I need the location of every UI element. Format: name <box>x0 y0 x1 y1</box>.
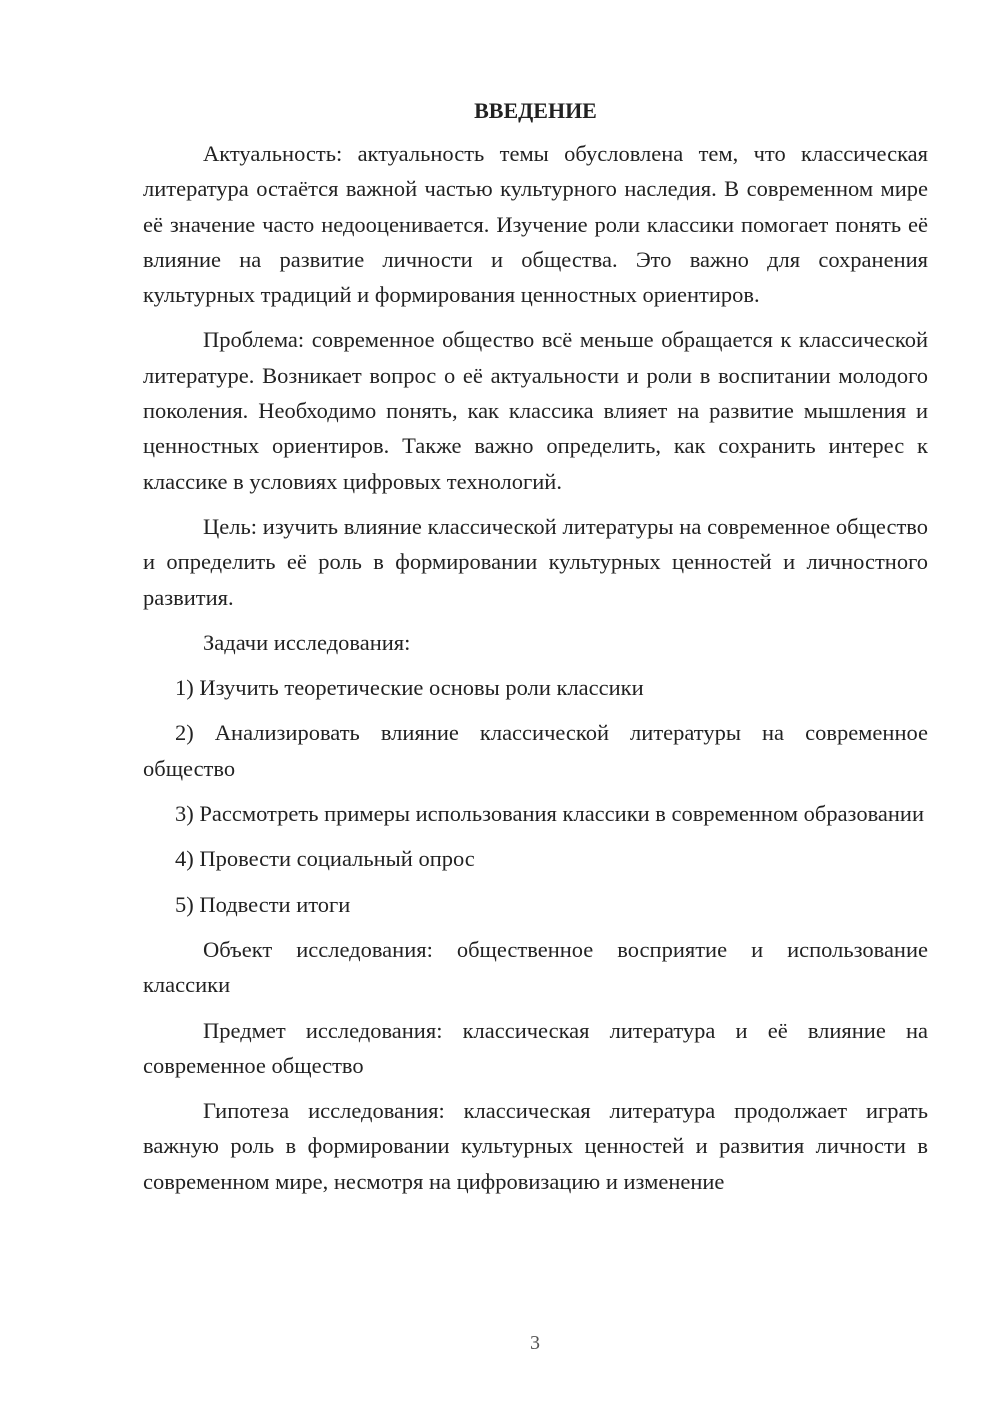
task-item-3: 3) Рассмотреть примеры использования классики в современном образовании <box>175 801 925 827</box>
page-body <box>143 96 928 1209</box>
paragraph-object: Объект исследования: общественное восприятие и использование классики <box>143 936 928 998</box>
paragraph-hypothesis: Гипотеза исследования: классическая литература продолжает играть важную роль в формировании культурных ценностей и развития личности в современном мире, несмотря на цифровизацию и изменение <box>143 1098 928 1194</box>
task-item-2: 2) Анализировать влияние классической литературы на современное общество <box>143 720 928 781</box>
page-title: ВВЕДЕНИЕ <box>474 98 597 123</box>
paragraph-problem: Проблема: современное общество всё меньше обращается к классической литературе. Возникает вопрос о её актуальности и роли в воспитании молодого поколения. Необходимо понять, как классика влияет на развитие мышления и ценностных ориентиров. Также важно определить, как сохранить интерес к классике в условиях цифровых технологий. <box>143 327 928 494</box>
paragraph-goal: Цель: изучить влияние классической литературы на современное общество и определить её роль в формировании культурных ценностей и личностного развития. <box>143 513 928 610</box>
tasks-heading: Задачи исследования: <box>203 629 411 655</box>
task-item-1: 1) Изучить теоретические основы роли классики <box>175 675 644 701</box>
task-item-5: 5) Подвести итоги <box>175 891 351 917</box>
page-number: 3 <box>530 1332 540 1354</box>
paragraph-subject: Предмет исследования: классическая литература и её влияние на современное общество <box>143 1017 928 1078</box>
paragraph-relevance: Актуальность: актуальность темы обусловлена тем, что классическая литература остаётся важной частью культурного наследия. В современном мире её значение часто недооценивается. Изучение роли классики помогает понять её влияние на развитие личности и общества. Это важно для сохранения культурных традиций и формирования ценностных ориентиров. <box>143 141 928 308</box>
task-item-4: 4) Провести социальный опрос <box>175 846 475 872</box>
